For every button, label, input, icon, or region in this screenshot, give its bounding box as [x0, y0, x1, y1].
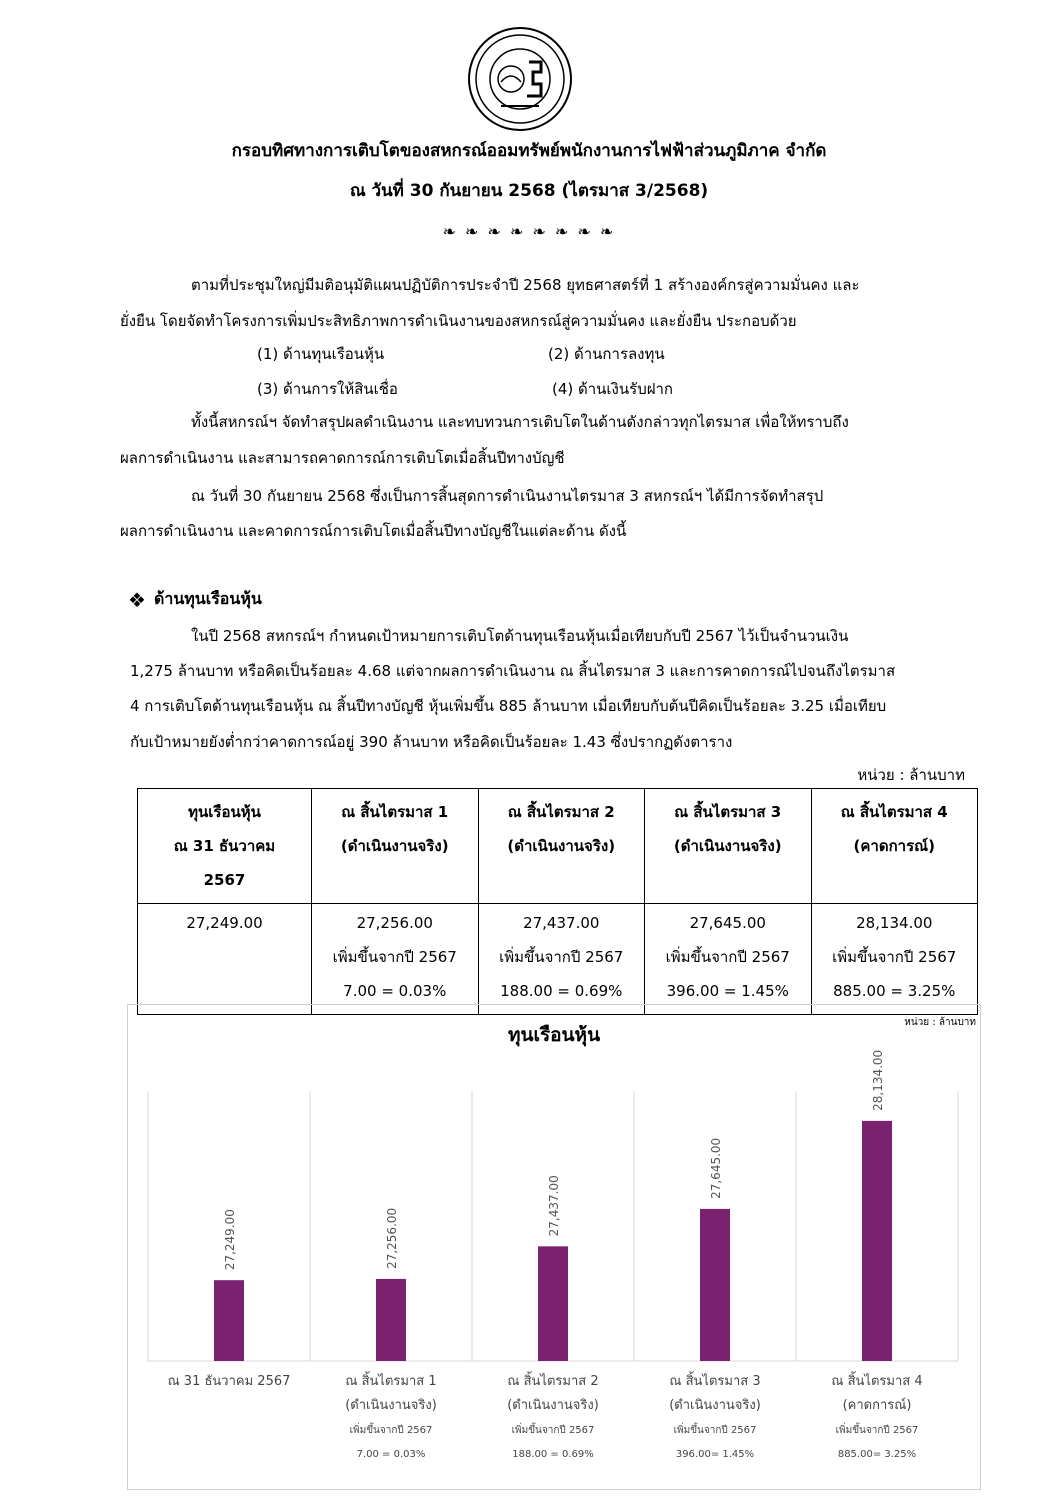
table-header: ณ สิ้นไตรมาส 4 (คาดการณ์) — [811, 789, 978, 904]
category-label: เพิ่มขึ้นจากปี 2567 — [673, 1425, 757, 1436]
intro-item: (2) ด้านการลงทุน — [548, 345, 665, 363]
intro-line: ณ วันที่ 30 กันยายน 2568 ซึ่งเป็นการสิ้นสุดการดำเนินงานไตรมาส 3 สหกรณ์ฯ ได้มีการจัดทำสรุป — [191, 487, 824, 505]
chart-bar — [376, 1279, 406, 1361]
chart-canvas — [128, 1005, 980, 1489]
share-capital-table — [137, 788, 978, 1015]
bar-value-label: 27,437.00 — [547, 1175, 561, 1237]
ornament-divider: ❧ ❧ ❧ ❧ ❧ ❧ ❧ ❧ — [442, 222, 616, 241]
chart-title: ทุนเรือนหุ้น — [507, 1024, 601, 1046]
table-header: ทุนเรือนหุ้น ณ 31 ธันวาคม 2567 — [138, 789, 312, 904]
category-label: 885.00= 3.25% — [837, 1449, 917, 1460]
bar-value-label: 27,249.00 — [223, 1209, 237, 1271]
category-label: เพิ่มขึ้นจากปี 2567 — [349, 1425, 433, 1436]
table-header: ณ สิ้นไตรมาส 1 (ดำเนินงานจริง) — [312, 789, 479, 904]
section-heading — [128, 587, 262, 612]
unit-label: หน่วย : ล้านบาท — [857, 766, 965, 784]
intro-item: (3) ด้านการให้สินเชื่อ — [257, 380, 398, 398]
intro-line: ตามที่ประชุมใหญ่มีมติอนุมัติแผนปฏิบัติการประจำปี 2568 ยุทธศาสตร์ที่ 1 สร้างองค์กรสู่ความมั่นคง และ — [191, 276, 860, 294]
page-subtitle: ณ วันที่ 30 กันยายน 2568 (ไตรมาส 3/2568) — [349, 181, 709, 201]
section-line: 1,275 ล้านบาท หรือคิดเป็นร้อยละ 4.68 แต่จากผลการดำเนินงาน ณ สิ้นไตรมาส 3 และการคาดการณ์ไปจนถึงไตรมาส — [130, 662, 896, 680]
intro-line: ผลการดำเนินงาน และสามารถคาดการณ์การเติบโตเมื่อสิ้นปีทางบัญชี — [120, 449, 565, 467]
share-capital-chart — [127, 1004, 981, 1490]
table-cell: 27,249.00 — [138, 904, 312, 1015]
intro-item: (1) ด้านทุนเรือนหุ้น — [257, 345, 385, 363]
table-header-row — [138, 789, 978, 904]
category-label: 188.00 = 0.69% — [512, 1449, 594, 1460]
category-label: (คาดการณ์) — [842, 1398, 912, 1413]
category-label: เพิ่มขึ้นจากปี 2567 — [835, 1425, 919, 1436]
diamond-bullet-icon: ❖ — [128, 587, 146, 612]
category-label: 7.00 = 0.03% — [356, 1449, 426, 1460]
section-line: 4 การเติบโตด้านทุนเรือนหุ้น ณ สิ้นปีทางบัญชี หุ้นเพิ่มขึ้น 885 ล้านบาท เมื่อเทียบกับต้นปีคิดเป็นร้อยละ 3.25 เมื่อเทียบ — [130, 697, 887, 715]
page-title: กรอบทิศทางการเติบโตของสหกรณ์ออมทรัพย์พนักงานการไฟฟ้าส่วนภูมิภาค จำกัด — [231, 141, 827, 161]
category-label: 396.00= 1.45% — [675, 1449, 755, 1460]
category-label: (ดำเนินงานจริง) — [669, 1398, 761, 1413]
chart-unit-note: หน่วย : ล้านบาท — [904, 1017, 976, 1028]
section-heading-text: ด้านทุนเรือนหุ้น — [153, 589, 262, 608]
coop-logo — [467, 26, 573, 132]
table-row — [138, 904, 978, 1015]
category-label: ณ สิ้นไตรมาส 4 — [831, 1374, 923, 1389]
section-line: ในปี 2568 สหกรณ์ฯ กำหนดเป้าหมายการเติบโตด้านทุนเรือนหุ้นเมื่อเทียบกับปี 2567 ไว้เป็นจำนวนเงิน — [191, 627, 849, 645]
bar-value-label: 28,134.00 — [871, 1049, 885, 1111]
intro-item: (4) ด้านเงินรับฝาก — [552, 380, 674, 398]
table-header: ณ สิ้นไตรมาส 3 (ดำเนินงานจริง) — [645, 789, 812, 904]
bar-value-label: 27,645.00 — [709, 1137, 723, 1199]
bar-value-label: 27,256.00 — [385, 1207, 399, 1269]
intro-line: ยั่งยืน โดยจัดทำโครงการเพิ่มประสิทธิภาพการดำเนินงานของสหกรณ์สู่ความมั่นคง และยั่งยืน ประกอบด้วย — [120, 312, 797, 330]
category-label: ณ สิ้นไตรมาส 2 — [507, 1374, 599, 1389]
table-cell: 27,256.00 เพิ่มขึ้นจากปี 2567 7.00 = 0.03% — [312, 904, 479, 1015]
table-cell: 27,645.00 เพิ่มขึ้นจากปี 2567 396.00 = 1.45% — [645, 904, 812, 1015]
category-label: ณ สิ้นไตรมาส 3 — [669, 1374, 761, 1389]
chart-bar — [700, 1209, 730, 1361]
table-header: ณ สิ้นไตรมาส 2 (ดำเนินงานจริง) — [478, 789, 645, 904]
category-label: ณ สิ้นไตรมาส 1 — [345, 1374, 437, 1389]
category-label: (ดำเนินงานจริง) — [345, 1398, 437, 1413]
table-cell: 28,134.00 เพิ่มขึ้นจากปี 2567 885.00 = 3.25% — [811, 904, 978, 1015]
category-label: เพิ่มขึ้นจากปี 2567 — [511, 1425, 595, 1436]
intro-line: ทั้งนี้สหกรณ์ฯ จัดทำสรุปผลดำเนินงาน และทบทวนการเติบโตในด้านดังกล่าวทุกไตรมาส เพื่อให้ทราบถึง — [191, 413, 849, 431]
category-label: (ดำเนินงานจริง) — [507, 1398, 599, 1413]
chart-bar — [538, 1246, 568, 1361]
section-line: กับเป้าหมายยังต่ำกว่าคาดการณ์อยู่ 390 ล้านบาท หรือคิดเป็นร้อยละ 1.43 ซึ่งปรากฏดังตาราง — [130, 733, 733, 751]
chart-bar — [214, 1280, 244, 1361]
intro-line: ผลการดำเนินงาน และคาดการณ์การเติบโตเมื่อสิ้นปีทางบัญชีในแต่ละด้าน ดังนี้ — [120, 522, 627, 540]
chart-bar — [862, 1121, 892, 1361]
category-label: ณ 31 ธันวาคม 2567 — [167, 1374, 291, 1389]
table-cell: 27,437.00 เพิ่มขึ้นจากปี 2567 188.00 = 0.69% — [478, 904, 645, 1015]
